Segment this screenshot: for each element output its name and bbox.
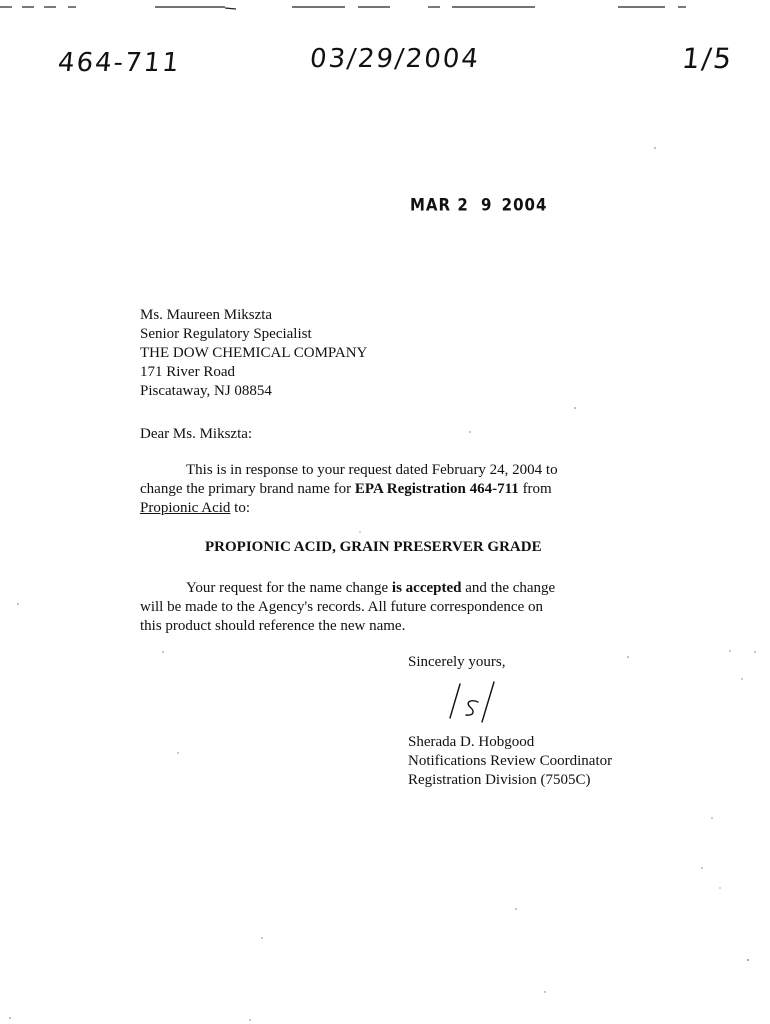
recipient-name: Ms. Maureen Mikszta xyxy=(140,307,273,323)
signature-block xyxy=(408,733,612,790)
recipient-city: Piscataway, NJ 08854 xyxy=(140,383,272,399)
paragraph1-text: change the primary brand name for xyxy=(140,481,355,497)
acceptance-paragraph xyxy=(140,579,610,636)
paragraph1-line1: This is in response to your request dated February 24, 2004 to xyxy=(186,462,558,478)
signer-name: Sherada D. Hobgood xyxy=(408,734,535,750)
stamp-month: MAR xyxy=(410,194,452,216)
handwritten-page-count: 1/5 xyxy=(680,42,735,75)
recipient-company: THE DOW CHEMICAL COMPANY xyxy=(140,345,368,361)
recipient-address xyxy=(140,306,367,401)
recipient-street: 171 River Road xyxy=(140,364,235,380)
paragraph1-line2 xyxy=(140,480,610,499)
scan-edge-lines xyxy=(0,0,770,14)
registration-reference: EPA Registration 464-711 xyxy=(354,481,519,497)
paragraph2-text-end: and the change xyxy=(461,580,556,596)
request-paragraph xyxy=(140,461,610,518)
stamp-year: 2004 xyxy=(501,194,548,216)
recipient-title: Senior Regulatory Specialist xyxy=(140,326,312,342)
stamp-day: 2 9 xyxy=(457,194,496,216)
acceptance-status: is accepted xyxy=(391,580,462,596)
paragraph1-text-to: to: xyxy=(230,500,251,516)
paragraph2-line3: this product should reference the new name. xyxy=(140,618,406,634)
date-stamp xyxy=(410,195,547,216)
old-product-name: Propionic Acid xyxy=(140,500,231,516)
paragraph2-text: Your request for the name change xyxy=(186,580,392,596)
salutation: Dear Ms. Mikszta: xyxy=(140,426,253,442)
paragraph2-line2: will be made to the Agency's records. All future correspondence on xyxy=(140,599,543,615)
closing: Sincerely yours, xyxy=(408,654,506,670)
signer-title: Notifications Review Coordinator xyxy=(408,753,613,769)
paragraph1-text-from: from xyxy=(518,481,552,497)
new-product-name: PROPIONIC ACID, GRAIN PRESERVER GRADE xyxy=(205,539,542,555)
signature-mark xyxy=(438,676,508,726)
paragraph1-line3 xyxy=(140,499,610,518)
handwritten-date: 03/29/2004 xyxy=(308,44,482,74)
paragraph2-line1 xyxy=(140,579,610,598)
signer-division: Registration Division (7505C) xyxy=(408,772,591,788)
handwritten-registration-number: 464-711 xyxy=(56,48,183,78)
